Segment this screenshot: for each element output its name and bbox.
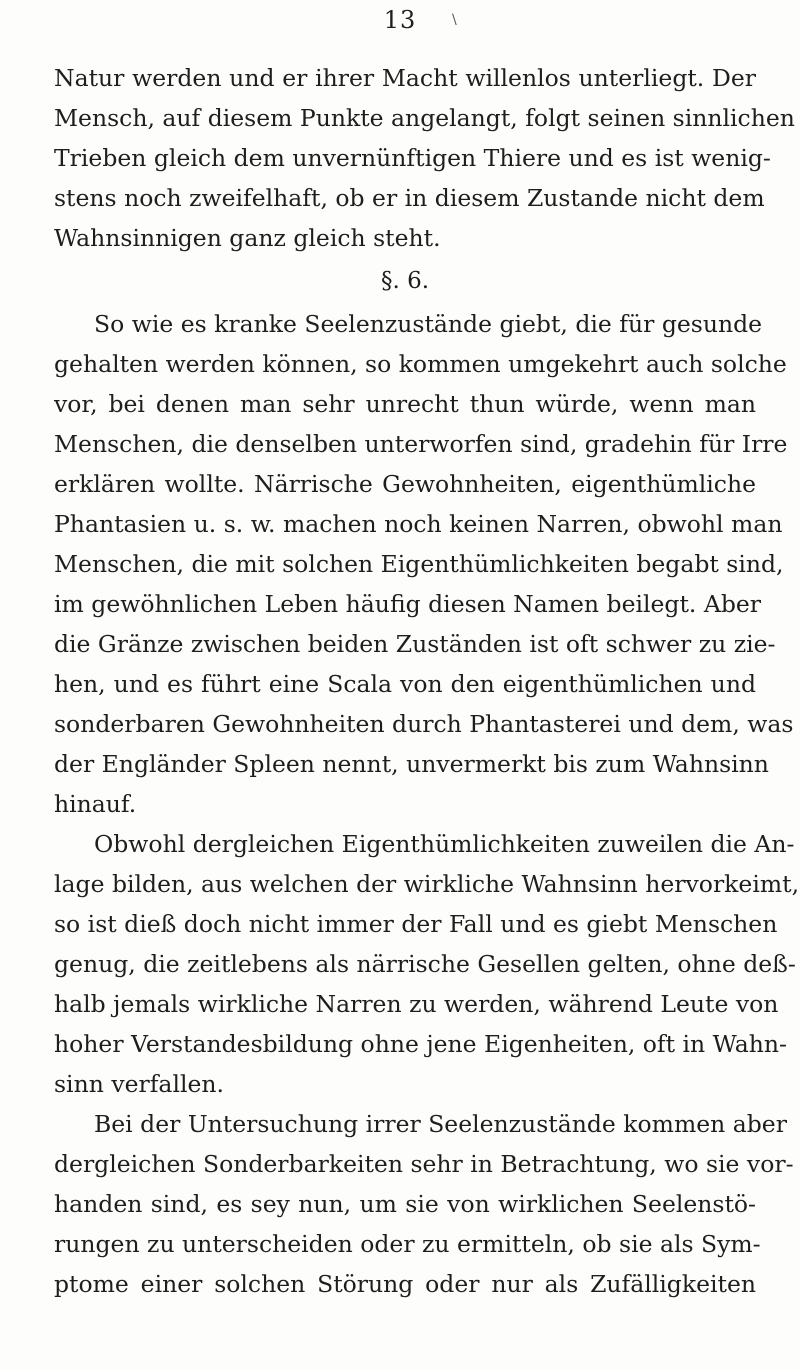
text-line: Obwohl dergleichen Eigenthümlichkeiten zuweilen die An-: [94, 830, 795, 858]
text-line: Wahnsinnigen ganz gleich steht.: [54, 224, 441, 252]
text-line: erklären wollte. Närrische Gewohnheiten, eigenthümliche: [54, 470, 756, 498]
text-line: handen sind, es sey nun, um sie von wirklichen Seelenstö-: [54, 1190, 756, 1218]
text-line: So wie es kranke Seelenzustände giebt, die für gesunde: [94, 310, 763, 338]
paragraph: [54, 1104, 794, 1304]
text-line: die Gränze zwischen beiden Zuständen ist oft schwer zu zie-: [54, 630, 776, 658]
text-line: Phantasien u. s. w. machen noch keinen Narren, obwohl man: [54, 510, 783, 538]
text-line: Trieben gleich dem unvernünftigen Thiere und es ist wenig-: [54, 144, 771, 172]
text-line: sinn verfallen.: [54, 1070, 224, 1098]
text-line: dergleichen Sonderbarkeiten sehr in Betrachtung, wo sie vor-: [54, 1150, 794, 1178]
text-line: Natur werden und er ihrer Macht willenlos unterliegt. Der: [54, 64, 756, 92]
page-number: 13: [383, 6, 417, 34]
section-heading: §. 6.: [380, 268, 430, 294]
paragraph: [54, 304, 794, 824]
text-line: lage bilden, aus welchen der wirkliche Wahnsinn hervorkeimt,: [54, 870, 800, 898]
text-line: sonderbaren Gewohnheiten durch Phantasterei und dem, was: [54, 710, 794, 738]
text-line: rungen zu unterscheiden oder zu ermitteln, ob sie als Sym-: [54, 1230, 761, 1258]
text-line: der Engländer Spleen nennt, unvermerkt bis zum Wahnsinn: [54, 750, 769, 778]
text-line: Mensch, auf diesem Punkte angelangt, folgt seinen sinnlichen: [54, 104, 795, 132]
text-line: Menschen, die denselben unterworfen sind, gradehin für Irre: [54, 430, 788, 458]
text-line: genug, die zeitlebens als närrische Gesellen gelten, ohne deß-: [54, 950, 796, 978]
text-line: stens noch zweifelhaft, ob er in diesem Zustande nicht dem: [54, 184, 765, 212]
text-line: hinauf.: [54, 790, 137, 818]
text-line: Bei der Untersuchung irrer Seelenzustände kommen aber: [94, 1110, 787, 1138]
text-line: vor, bei denen man sehr unrecht thun würde, wenn man: [54, 390, 756, 418]
paragraph: [54, 824, 800, 1104]
text-line: so ist dieß doch nicht immer der Fall und es giebt Menschen: [54, 910, 778, 938]
text-line: halb jemals wirkliche Narren zu werden, während Leute von: [54, 990, 779, 1018]
text-line: im gewöhnlichen Leben häufig diesen Namen beilegt. Aber: [54, 590, 762, 618]
body-text: [54, 58, 800, 1304]
text-line: Menschen, die mit solchen Eigenthümlichkeiten begabt sind,: [54, 550, 784, 578]
paragraph: [54, 58, 795, 258]
scan-mark: \: [452, 12, 457, 28]
text-line: gehalten werden können, so kommen umgekehrt auch solche: [54, 350, 787, 378]
text-line: hen, und es führt eine Scala von den eigenthümlichen und: [54, 670, 756, 698]
text-line: ptome einer solchen Störung oder nur als Zufälligkeiten: [54, 1270, 756, 1298]
text-line: hoher Verstandesbildung ohne jene Eigenheiten, oft in Wahn-: [54, 1030, 787, 1058]
